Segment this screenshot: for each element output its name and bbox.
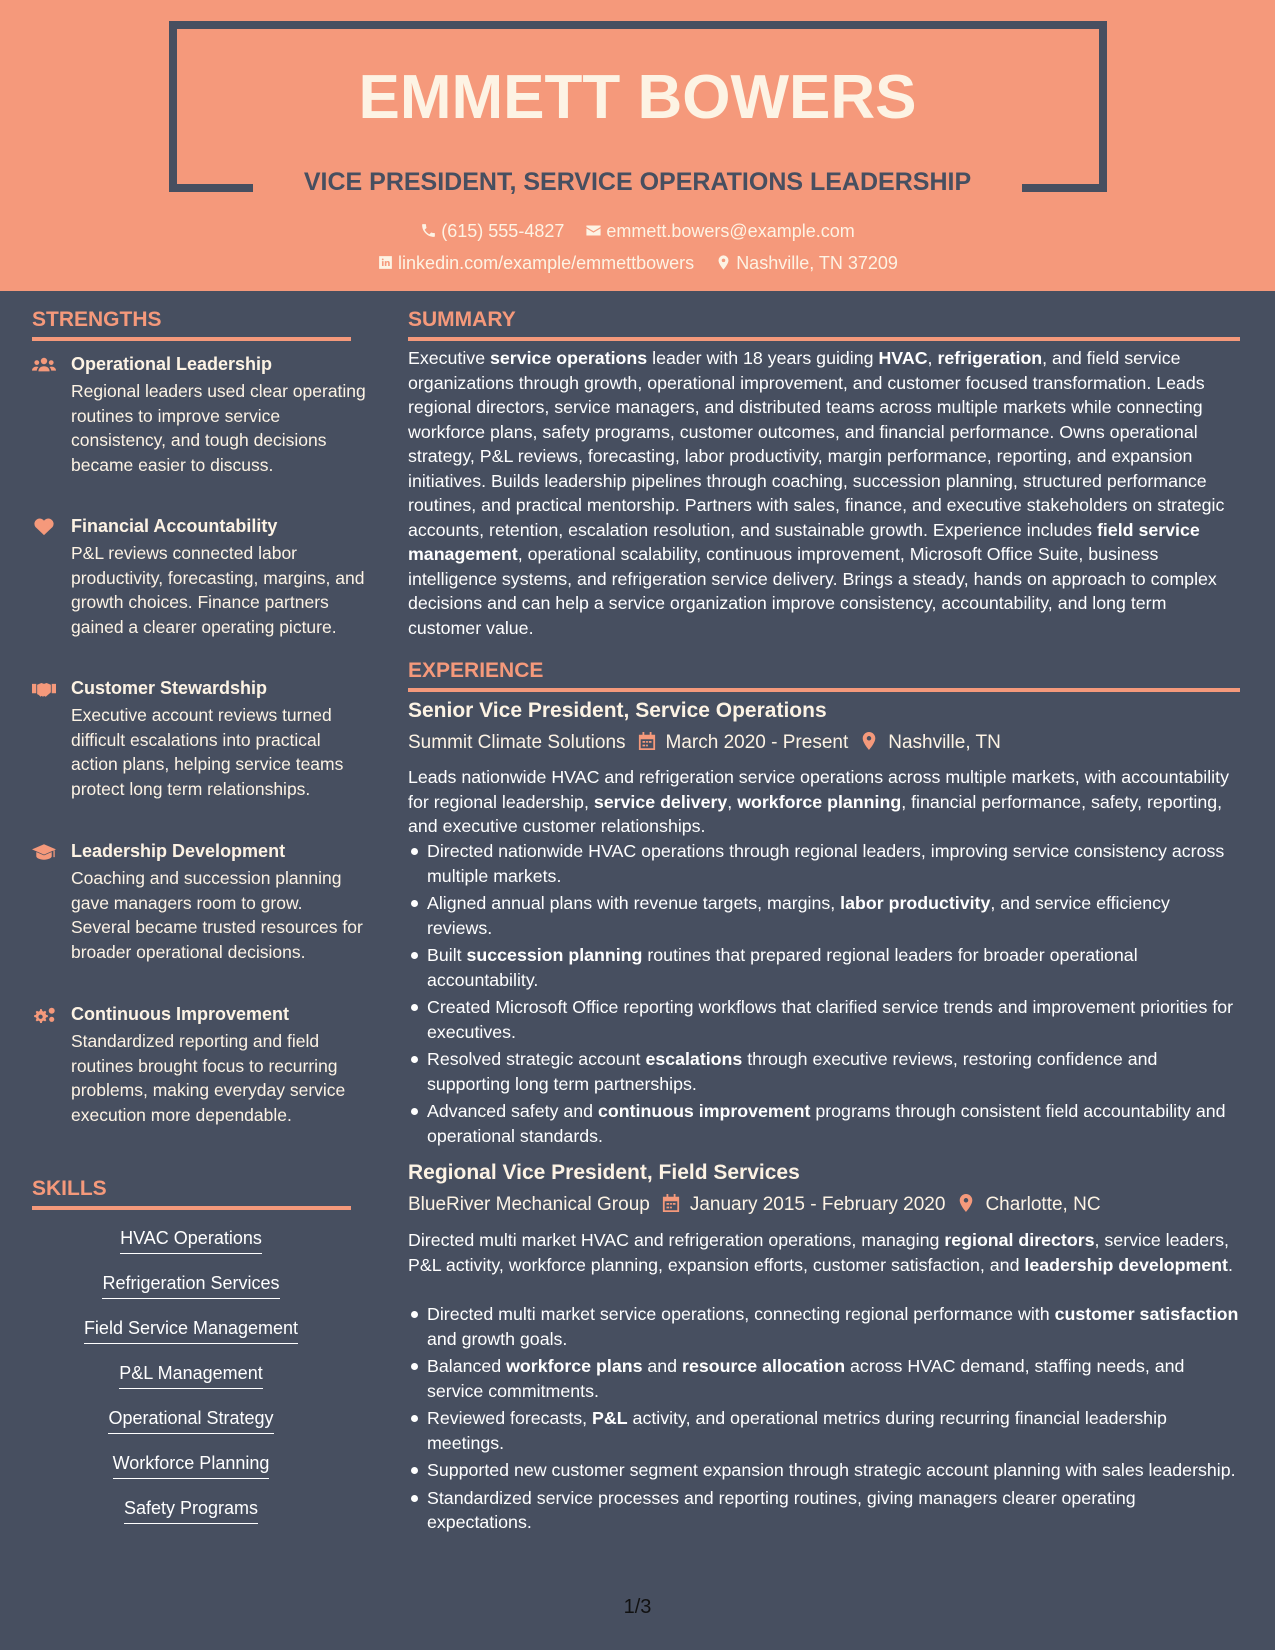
experience-heading: EXPERIENCE — [408, 659, 544, 682]
emphasis-text: regional directors — [944, 1230, 1095, 1250]
bullet-item: Aligned annual plans with revenue targets, margins, labor productivity, and service efficiency reviews. — [408, 891, 1240, 940]
emphasis-text: resource allocation — [682, 1356, 846, 1376]
calendar-icon — [662, 1193, 680, 1213]
skill-tag — [32, 1273, 350, 1299]
emphasis-text: leadership development — [1024, 1254, 1228, 1275]
job-bullets — [408, 1302, 1240, 1538]
linkedin-contact[interactable] — [377, 253, 694, 274]
bullet-item: Created Microsoft Office reporting workflows that clarified service trends and improvement priorities for executives. — [408, 995, 1240, 1044]
job-company: Summit Climate Solutions — [408, 732, 626, 753]
heart-icon — [32, 518, 56, 536]
handshake-icon — [32, 680, 56, 698]
emphasis-text: service delivery — [593, 791, 728, 812]
summary-heading: SUMMARY — [408, 308, 516, 331]
emphasis-text: P&L — [592, 1408, 628, 1428]
candidate-name: EMMETT BOWERS — [358, 63, 917, 132]
strengths-heading: STRENGTHS — [32, 308, 162, 331]
skill-tag — [32, 1498, 350, 1524]
strength-desc: P&L reviews connected labor productivity, forecasting, margins, and growth choices. Finance partners gained a clearer operating picture. — [71, 543, 365, 637]
job-location: Nashville, TN — [888, 732, 1001, 753]
phone-text: (615) 555-4827 — [441, 221, 565, 241]
emphasis-text: service operations — [490, 348, 648, 368]
map-pin-icon — [957, 1193, 975, 1213]
skill-tag — [32, 1408, 350, 1434]
strength-desc: Coaching and succession planning gave managers room to grow. Several became trusted resources for broader operational decisions. — [71, 868, 363, 962]
experience-rule — [408, 688, 1240, 692]
job-title: Senior Vice President, Service Operations — [408, 699, 827, 722]
skill-tag — [32, 1228, 350, 1254]
strength-desc: Executive account reviews turned difficult escalations into practical action plans, helping service teams protect long term relationships. — [71, 705, 344, 799]
bullet-item: Built succession planning routines that prepared regional leaders for broader operational accountability. — [408, 943, 1240, 992]
job-dates: January 2015 - February 2020 — [689, 1194, 946, 1215]
skills-heading: SKILLS — [32, 1177, 107, 1200]
skill-tag — [32, 1453, 350, 1479]
job-bullets — [408, 839, 1240, 1151]
job-meta — [408, 731, 1001, 754]
emphasis-text: succession planning — [466, 945, 643, 965]
users-icon — [32, 356, 56, 374]
skill-tag — [32, 1318, 350, 1344]
strength-title: Customer Stewardship — [71, 678, 268, 698]
emphasis-text: continuous improvement — [598, 1101, 811, 1121]
location-contact — [715, 253, 898, 274]
resume-header — [0, 0, 1275, 291]
job-description: Leads nationwide HVAC and refrigeration service operations across multiple markets, with accountability for regional leadership, service delivery, workforce planning, financial performance, safety, reporting, and executive customer relationships. — [408, 767, 1229, 836]
bullet-item: Standardized service processes and reporting routines, giving managers clearer operating expectations. — [408, 1486, 1240, 1535]
summary-text: Executive service operations leader with 18 years guiding HVAC, refrigeration, and field service organizations through growth, operational improvement, and customer focused transformation. Leads regional directors, service managers, and distributed teams across multiple markets while connecting workforce plans, safety programs, customer outcomes, and financial performance. Owns operational strategy, P&L reviews, forecasting, labor productivity, margin performance, reporting, and expansion initiatives. Builds leadership pipelines through coaching, succession planning, structured performance routines, and practical mentorship. Partners with sales, finance, and executive stakeholders on strategic accounts, retention, escalation resolution, and sustainable growth. Experience includes field service management, operational scalability, continuous improvement, Microsoft Office Suite, business intelligence systems, and refrigeration service delivery. Brings a steady, hands on approach to complex decisions and can help a service organization improve consistency, accountability, and long term customer value. — [408, 348, 1225, 638]
strengths-rule — [32, 337, 351, 341]
linkedin-icon — [377, 254, 394, 271]
skill-label: Operational Strategy — [108, 1408, 273, 1434]
linkedin-text: linkedin.com/example/emmettbowers — [398, 253, 695, 273]
skill-label: Refrigeration Services — [102, 1273, 279, 1299]
email-contact[interactable] — [585, 221, 854, 242]
bullet-item: Balanced workforce plans and resource allocation across HVAC demand, staffing needs, and service commitments. — [408, 1354, 1240, 1403]
emphasis-text: workforce plans — [506, 1356, 643, 1376]
skills-rule — [32, 1206, 351, 1210]
strength-title: Financial Accountability — [71, 516, 278, 536]
strength-title: Leadership Development — [71, 841, 286, 861]
emphasis-text: field service management — [408, 519, 1200, 564]
skill-label: Safety Programs — [124, 1498, 258, 1524]
candidate-title: VICE PRESIDENT, SERVICE OPERATIONS LEADERSHIP — [303, 168, 972, 196]
email-text: emmett.bowers@example.com — [606, 221, 855, 241]
calendar-icon — [638, 731, 656, 751]
skill-tag — [32, 1363, 350, 1389]
location-text: Nashville, TN 37209 — [736, 253, 898, 273]
phone-contact[interactable] — [420, 221, 564, 242]
map-pin-icon — [860, 731, 878, 751]
phone-icon — [420, 222, 437, 239]
strength-desc: Standardized reporting and field routines brought focus to recurring problems, making everyday service execution more dependable. — [71, 1031, 346, 1125]
bullet-item: Reviewed forecasts, P&L activity, and operational metrics during recurring financial leadership meetings. — [408, 1406, 1240, 1455]
contact-line-1 — [0, 221, 1275, 242]
bullet-item: Advanced safety and continuous improvement programs through consistent field accountability and operational standards. — [408, 1099, 1240, 1148]
page-number: 1/3 — [623, 1596, 652, 1618]
emphasis-text: refrigeration — [937, 348, 1043, 368]
map-pin-icon — [715, 254, 732, 271]
summary-rule — [408, 337, 1240, 341]
skill-label: P&L Management — [119, 1363, 262, 1389]
strength-title: Continuous Improvement — [71, 1004, 290, 1024]
bullet-item: Resolved strategic account escalations through executive reviews, restoring confidence and supporting long term partnerships. — [408, 1047, 1240, 1096]
job-company: BlueRiver Mechanical Group — [408, 1194, 650, 1215]
skill-label: HVAC Operations — [120, 1228, 262, 1254]
job-location: Charlotte, NC — [985, 1194, 1101, 1215]
emphasis-text: escalations — [645, 1049, 743, 1069]
skill-label: Workforce Planning — [113, 1453, 270, 1479]
bullet-item: Supported new customer segment expansion through strategic account planning with sales leadership. — [408, 1458, 1240, 1483]
emphasis-text: workforce planning — [737, 791, 902, 812]
emphasis-text: customer satisfaction — [1054, 1304, 1239, 1324]
strength-title: Operational Leadership — [71, 354, 273, 374]
skill-label: Field Service Management — [84, 1318, 298, 1344]
job-meta — [408, 1193, 1101, 1216]
job-dates: March 2020 - Present — [665, 732, 849, 753]
job-title: Regional Vice President, Field Services — [408, 1161, 800, 1184]
envelope-icon — [585, 222, 602, 239]
bullet-item: Directed nationwide HVAC operations through regional leaders, improving service consistency across multiple markets. — [408, 839, 1240, 888]
emphasis-text: HVAC — [878, 348, 928, 368]
contact-line-2 — [0, 253, 1275, 274]
gears-icon — [32, 1006, 56, 1024]
strength-desc: Regional leaders used clear operating routines to improve service consistency, and tough decisions became easier to discuss. — [71, 381, 366, 475]
bullet-item: Directed multi market service operations, connecting regional performance with customer satisfaction and growth goals. — [408, 1302, 1240, 1351]
job-description: Directed multi market HVAC and refrigeration operations, managing regional directors, service leaders, P&L activity, workforce planning, expansion efforts, customer satisfaction, and leadership development. — [408, 1230, 1233, 1275]
emphasis-text: labor productivity — [840, 893, 991, 913]
graduation-cap-icon — [32, 843, 56, 861]
